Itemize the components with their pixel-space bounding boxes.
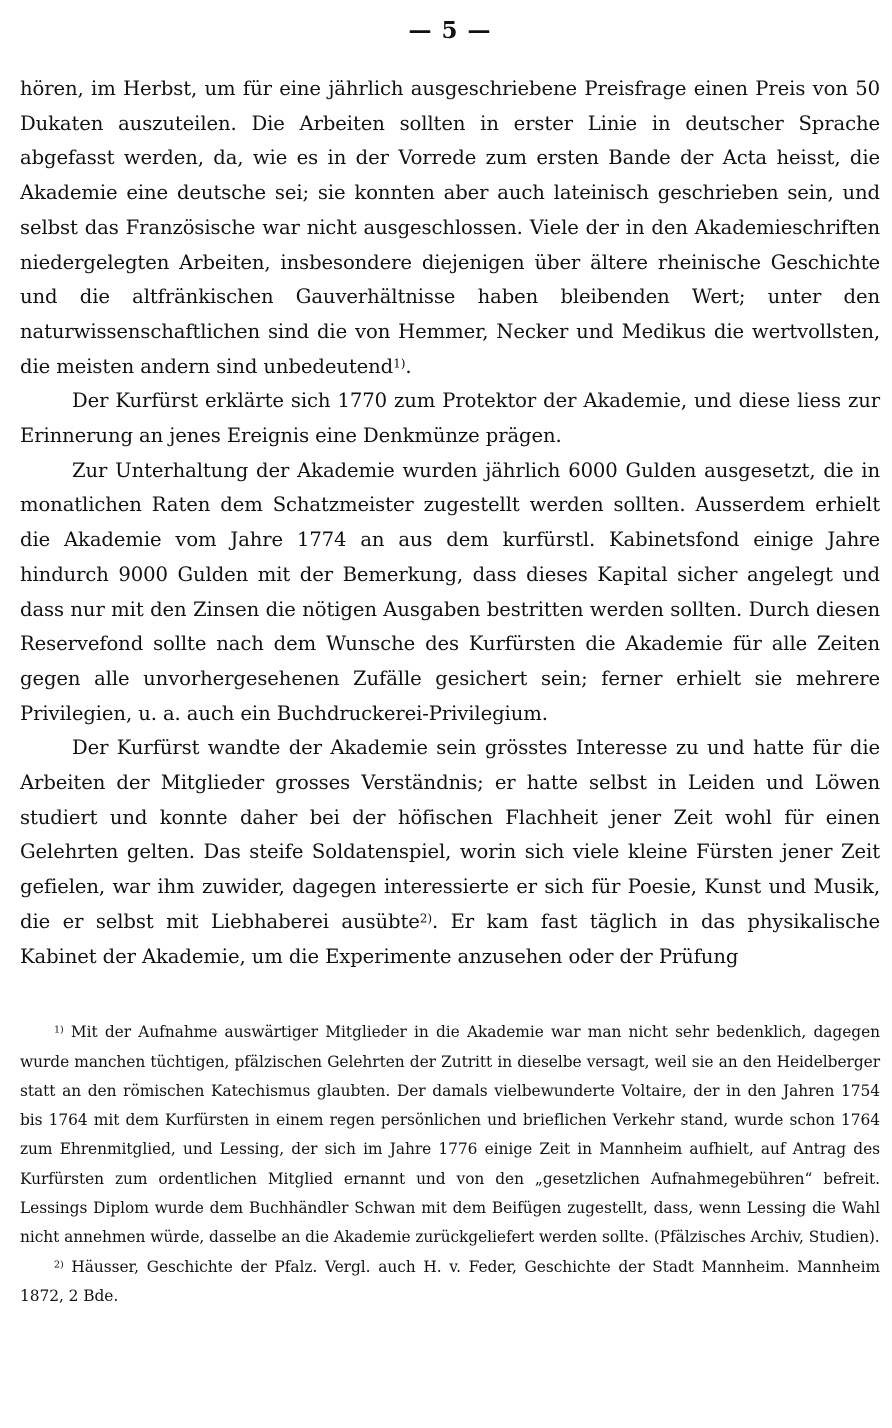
paragraph-1-text: hören, im Herbst, um für eine jährlich ausgeschriebene Preisfrage einen Preis von 50 Dukaten auszuteilen. Die Arbeiten sollten in erster Linie in deutscher Sprache abgefasst werden, da, wie es in der Vorrede zum ersten Bande der Acta heisst, die Akademie eine deutsche sei; sie konnten aber auch lateinisch geschrieben sein, und selbst das Französische war nicht ausgeschlossen. Viele der in den Akademieschriften niedergelegten Arbeiten, insbesondere diejenigen über ältere rheinische Geschichte und die altfränkischen Gauverhältnisse haben bleibenden Wert; unter den naturwissenschaftlichen sind die von Hemmer, Necker und Medikus die wertvollsten, die meisten andern sind unbedeutend — [20, 77, 880, 378]
footnote-2-marker: 2) — [54, 1259, 64, 1271]
footnote-2 — [20, 1253, 880, 1312]
footnotes — [20, 1018, 880, 1311]
paragraph-1 — [20, 72, 880, 384]
footnote-1-marker: 1) — [54, 1025, 64, 1036]
footnote-reference-1: 1) — [393, 356, 406, 371]
paragraph-3: Zur Unterhaltung der Akademie wurden jährlich 6000 Gulden ausgesetzt, die in monatlichen Raten dem Schatzmeister zugestellt werden sollten. Ausserdem erhielt die Akademie vom Jahre 1774 an aus dem kurfürstl. Kabinetsfond einige Jahre hindurch 9000 Gulden mit der Bemerkung, dass dieses Kapital sicher angelegt und dass nur mit den Zinsen die nötigen Ausgaben bestritten werden sollten. Durch diesen Reservefond sollte nach dem Wunsche des Kurfürsten die Akademie für alle Zeiten gegen alle unvorhergesehenen Zufälle gesichert sein; ferner erhielt sie mehrere Privilegien, u. a. auch ein Buchdruckerei-Privilegium. — [20, 458, 880, 725]
paragraph-4 — [20, 731, 880, 974]
paragraph-4-tail: . Er kam fast täglich in das physikalische Kabinet der Akademie, um die Experimente anzusehen oder der Prüfung — [20, 909, 880, 968]
page-number: — 5 — — [408, 17, 492, 44]
footnote-1-text: Mit der Aufnahme auswärtiger Mitglieder in die Akademie war man nicht sehr bedenklich, dagegen wurde manchen tüchtigen, pfälzischen Gelehrten der Zutritt in dieselbe versagt, weil sie an den Heidelberger statt an den römischen Katechismus glaubten. Der damals vielbewunderte Voltaire, der in den Jahren 1754 bis 1764 mit dem Kurfürsten in einem regen persönlichen und brieflichen Verkehr stand, wurde schon 1764 zum Ehrenmitglied, und Lessing, der sich im Jahre 1776 einige Zeit in Mannheim aufhielt, auf Antrag des Kurfürsten zum ordentlichen Mitglied ernannt und von den „gesetzlichen Aufnahmegebühren“ befreit. Lessings Diplom wurde dem Buchhändler Schwan mit dem Beifügen zugestellt, dass, wenn Lessing die Wahl nicht annehmen würde, dasselbe an die Akademie zurückgeliefert werden sollte. (Pfälzisches Archiv, Studien). — [20, 1023, 880, 1247]
paragraph-1-tail: . — [405, 354, 412, 378]
paragraph-2: Der Kurfürst erklärte sich 1770 zum Protektor der Akademie, und diese liess zur Erinnerung an jenes Ereignis eine Denkmünze prägen. — [20, 389, 880, 448]
footnote-1 — [20, 1018, 880, 1252]
footnote-2-text: Häusser, Geschichte der Pfalz. Vergl. auch H. v. Feder, Geschichte der Stadt Mannheim. Mannheim 1872, 2 Bde. — [20, 1257, 880, 1305]
footnote-reference-2: 2) — [419, 911, 432, 926]
paragraph-4-text: Der Kurfürst wandte der Akademie sein grösstes Interesse zu und hatte für die Arbeiten der Mitglieder grosses Verständnis; er hatte selbst in Leiden und Löwen studiert und konnte daher bei der höfischen Flachheit jener Zeit wohl für einen Gelehrten gelten. Das steife Soldatenspiel, worin sich viele kleine Fürsten jener Zeit gefielen, war ihm zuwider, dagegen interessierte er sich für Poesie, Kunst und Musik, die er selbst mit Liebhaberei ausübte — [20, 736, 880, 933]
document-page — [20, 12, 880, 1311]
body-text — [20, 72, 880, 974]
